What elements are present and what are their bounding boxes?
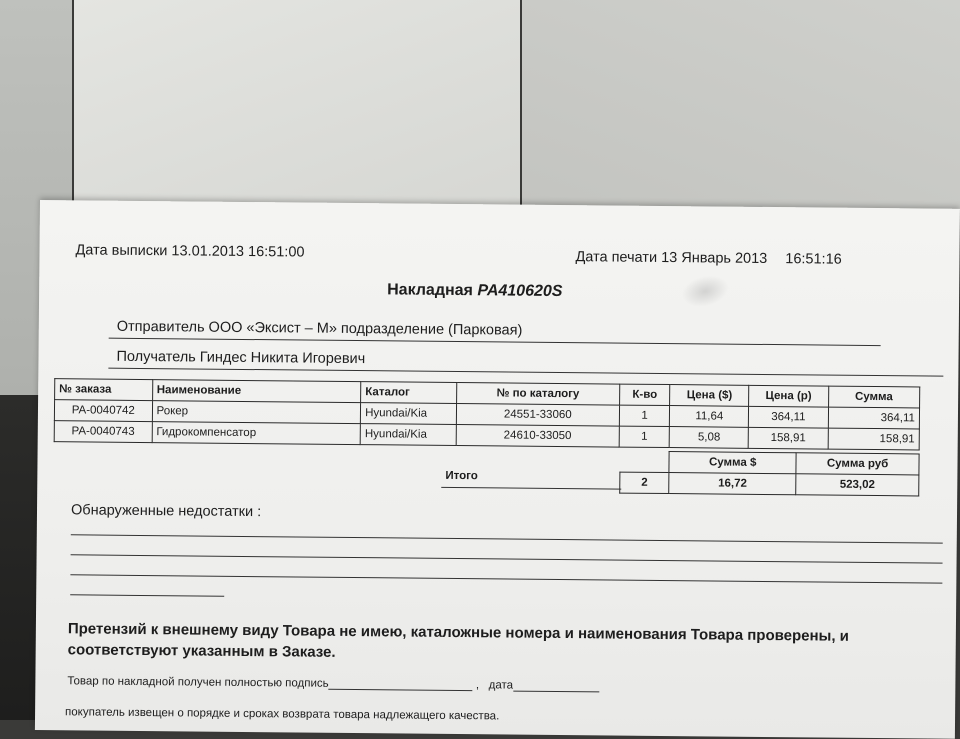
- signature-field[interactable]: [329, 689, 473, 691]
- col-catalog-no: № по каталогу: [456, 383, 620, 406]
- document-title-label: Накладная: [387, 281, 474, 300]
- cell-price-usd: 11,64: [670, 406, 749, 428]
- cell-price-rub: 364,11: [749, 406, 828, 428]
- print-date: [575, 249, 841, 268]
- cell-catalog: Hyundai/Kia: [360, 403, 456, 425]
- print-date-label: Дата печати: [575, 249, 658, 266]
- defects-line-3: [70, 574, 942, 583]
- cell-catalog-no: 24551-33060: [456, 404, 620, 427]
- cell-qty: 1: [619, 426, 670, 447]
- sum-usd-label: Сумма $: [669, 452, 796, 474]
- sum-rub-label: Сумма руб: [796, 453, 919, 475]
- return-notice: покупатель извещен о порядке и сроках возврата товара надлежащего качества.: [65, 706, 500, 723]
- invoice-document: [35, 200, 960, 739]
- document-title: [387, 281, 563, 301]
- total-qty: 2: [620, 472, 669, 493]
- totals-value-row: [620, 472, 919, 496]
- total-label: Итого: [445, 469, 478, 483]
- col-price-rub: Цена (р): [749, 385, 828, 407]
- defects-label: Обнаруженные недостатки :: [70, 502, 262, 521]
- cell-sum: 364,11: [828, 407, 920, 429]
- items-table: [54, 378, 921, 450]
- cell-sum: 158,91: [828, 428, 920, 450]
- totals-header-row: [620, 451, 919, 475]
- col-order-no: № заказа: [55, 379, 153, 401]
- totals-table: [619, 451, 919, 497]
- paper-stain: [678, 271, 732, 312]
- totals-spacer: [620, 451, 669, 472]
- total-rub: 523,02: [796, 474, 919, 496]
- defects-line-1: [71, 534, 943, 543]
- cell-price-rub: 158,91: [749, 427, 828, 449]
- signature-line: [67, 675, 599, 692]
- document-number: PA410620S: [477, 282, 563, 301]
- sign-comma: ,: [475, 679, 480, 692]
- cell-catalog: Hyundai/Kia: [360, 424, 456, 446]
- ceiling-panel-right: [522, 0, 960, 210]
- cell-catalog-no: 24610-33050: [456, 425, 620, 448]
- date-field[interactable]: [513, 691, 599, 693]
- col-price-usd: Цена ($): [670, 385, 749, 407]
- cell-price-usd: 5,08: [669, 427, 748, 449]
- print-date-value: 13 Январь 2013: [661, 249, 768, 267]
- issue-date: [75, 242, 304, 260]
- sender-line: Отправитель ООО «Эксист – М» подразделение (Парковая): [116, 318, 523, 339]
- col-qty: К-во: [620, 384, 671, 405]
- recipient-line: Получатель Гиндес Никита Игоревич: [116, 348, 366, 368]
- cell-name: Рокер: [152, 401, 361, 424]
- cell-order-no: PA-0040743: [54, 421, 152, 443]
- print-time-value: 16:51:16: [785, 251, 842, 268]
- issue-date-value: 13.01.2013 16:51:00: [171, 243, 305, 261]
- ceiling-panel-left: [74, 0, 520, 205]
- col-name: Наименование: [152, 380, 361, 403]
- issue-date-label: Дата выписки: [75, 242, 168, 260]
- cell-qty: 1: [619, 405, 670, 426]
- claims-statement: Претензий к внешнему виду Товара не имею, каталожные номера и наименования Товара проверены, и соответствуют указанным в Заказе.: [67, 620, 850, 661]
- col-catalog: Каталог: [361, 382, 457, 404]
- date-label: дата: [488, 679, 514, 692]
- defects-line-2: [71, 554, 943, 563]
- cell-name: Гидрокомпенсатор: [152, 422, 361, 445]
- received-label: Товар по накладной получен полностью подпись: [67, 675, 329, 690]
- total-usd: 16,72: [669, 473, 796, 495]
- col-sum: Сумма: [828, 386, 920, 408]
- defects-line-4: [70, 594, 224, 596]
- cell-order-no: PA-0040742: [54, 400, 152, 422]
